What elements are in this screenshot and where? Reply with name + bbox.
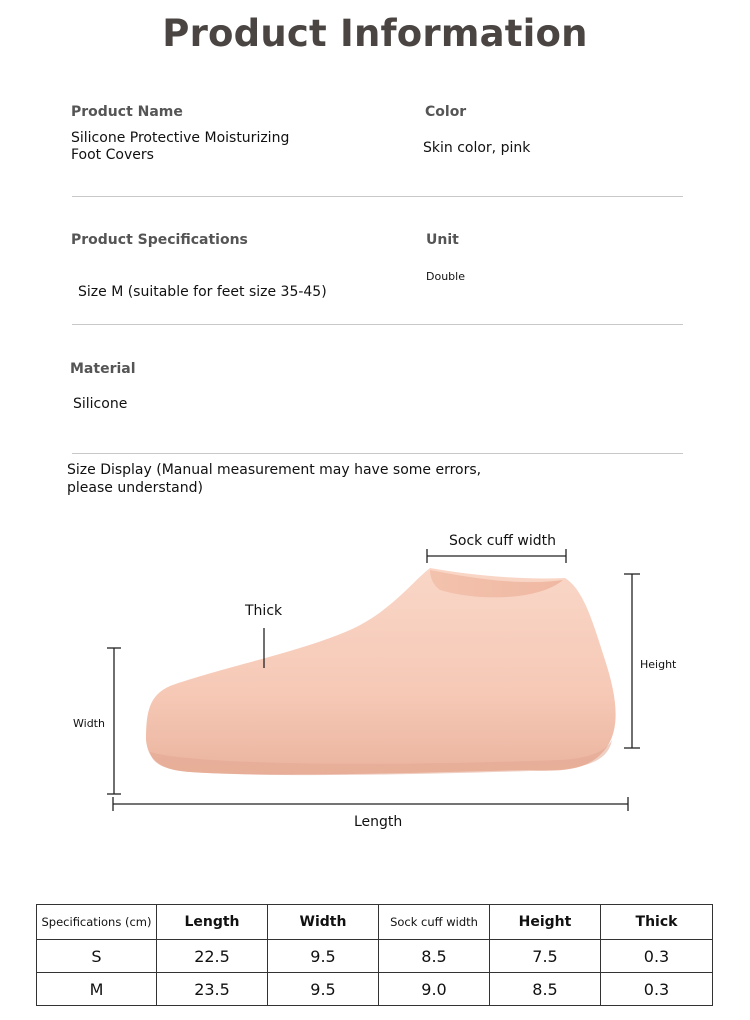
divider — [72, 453, 683, 454]
header-sock-cuff-width: Sock cuff width — [379, 905, 490, 940]
height-label: Height — [640, 658, 677, 671]
table-cell: 0.3 — [601, 940, 713, 973]
sock-diagram — [0, 520, 750, 850]
divider — [72, 324, 683, 325]
table-cell: S — [37, 940, 157, 973]
product-name-value: Silicone Protective Moisturizing Foot Covers — [71, 130, 290, 163]
product-name-label: Product Name — [71, 104, 183, 120]
unit-label: Unit — [426, 232, 459, 248]
table-row — [37, 973, 713, 1006]
sock-shape — [146, 568, 616, 775]
page-title: Product Information — [162, 12, 588, 55]
header-thick: Thick — [601, 905, 713, 940]
unit-value: Double — [426, 270, 465, 283]
table-cell: M — [37, 973, 157, 1006]
color-value: Skin color, pink — [423, 140, 531, 156]
header-width: Width — [268, 905, 379, 940]
table-cell: 7.5 — [490, 940, 601, 973]
table-cell: 8.5 — [379, 940, 490, 973]
table-cell: 22.5 — [157, 940, 268, 973]
table-cell: 0.3 — [601, 973, 713, 1006]
height-marker — [624, 574, 640, 748]
table-cell: 8.5 — [490, 973, 601, 1006]
header-height: Height — [490, 905, 601, 940]
header-specifications: Specifications (cm) — [37, 905, 157, 940]
header-length: Length — [157, 905, 268, 940]
color-label: Color — [425, 104, 467, 120]
table-cell: 9.0 — [379, 973, 490, 1006]
material-label: Material — [70, 361, 136, 377]
table-cell: 9.5 — [268, 940, 379, 973]
table-cell: 23.5 — [157, 973, 268, 1006]
product-specifications-label: Product Specifications — [71, 232, 248, 248]
table-header-row — [37, 905, 713, 940]
size-display-note: Size Display (Manual measurement may have some errors, please understand) — [67, 462, 482, 496]
product-specifications-value: Size M (suitable for feet size 35-45) — [78, 284, 327, 300]
sock-cuff-width-label: Sock cuff width — [449, 533, 556, 549]
material-value: Silicone — [73, 396, 128, 412]
thick-label: Thick — [245, 603, 283, 619]
divider — [72, 196, 683, 197]
table-row — [37, 940, 713, 973]
width-label: Width — [73, 717, 105, 730]
size-table — [36, 904, 713, 1006]
table-cell: 9.5 — [268, 973, 379, 1006]
sock-cuff-width-marker — [427, 549, 566, 563]
width-marker — [107, 648, 121, 794]
length-marker — [113, 797, 628, 811]
length-label: Length — [354, 814, 403, 830]
